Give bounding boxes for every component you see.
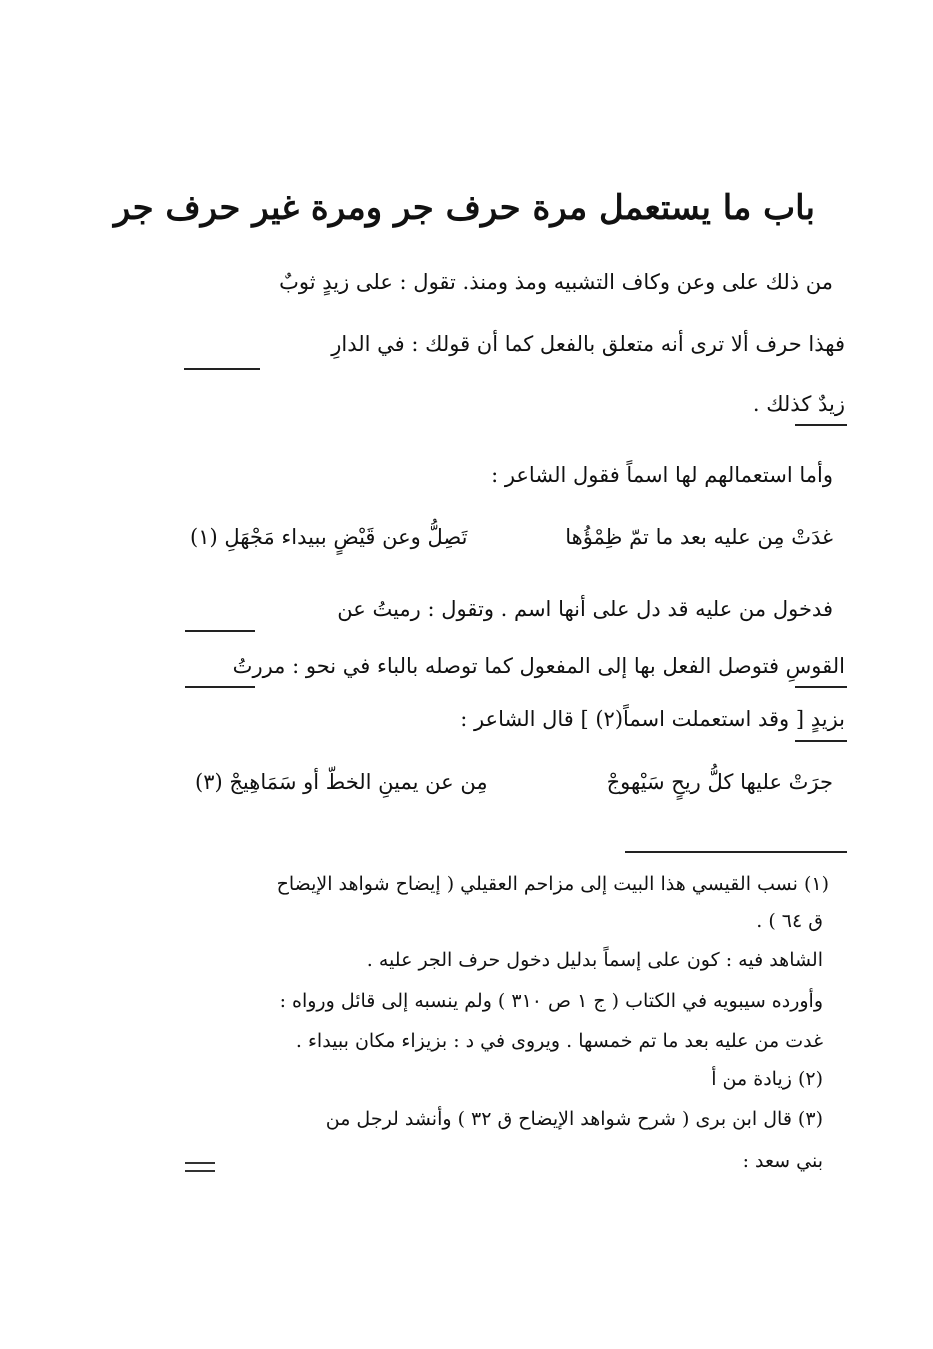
footnote-1-line-5: غدت من عليه بعد ما تم خمسها . ويروى في د : بزيزاء مكان ببيداء . bbox=[295, 1030, 823, 1052]
underline-3 bbox=[185, 630, 255, 632]
paragraph-line-6: القوسِ فتوصل الفعل بها إلى المفعول كما توصله بالباء في نحو : مررتُ bbox=[232, 654, 845, 678]
underline-2 bbox=[795, 424, 847, 426]
footnote-3-line-2: بني سعد : bbox=[742, 1150, 823, 1172]
verse-1-first-hemistich: غدَتْ مِن عليه بعد ما تمّ ظِمْؤُها bbox=[565, 525, 833, 549]
paragraph-line-2: فهذا حرف ألا ترى أنه متعلق بالفعل كما أن قولك : في الدارِ bbox=[331, 332, 845, 356]
footnote-separator bbox=[625, 851, 847, 853]
footnote-1-line-1: (١) نسب القيسي هذا البيت إلى مزاحم العقيلي ( إيضاح شواهد الإيضاح bbox=[276, 873, 829, 895]
paragraph-line-3: زيدٌ كذلك . bbox=[752, 392, 845, 416]
footnote-1-line-2: ق ٦٤ ) . bbox=[756, 910, 823, 932]
paragraph-line-7: بزيدٍ [ وقد استعملت اسماً(٢) ] قال الشاعر : bbox=[460, 707, 845, 731]
page-mark bbox=[185, 1162, 215, 1172]
paragraph-line-1: من ذلك على وعن وكاف التشبيه ومذ ومنذ. تقول : على زيدٍ ثوبٌ bbox=[279, 270, 833, 294]
chapter-title: باب ما يستعمل مرة حرف جر ومرة غير حرف جر bbox=[113, 188, 815, 228]
footnote-3-line-1: (٣) قال ابن برى ( شرح شواهد الإيضاح ق ٣٢ ) وأنشد لرجل من bbox=[325, 1108, 823, 1130]
underline-6 bbox=[795, 740, 847, 742]
underline-1 bbox=[184, 368, 260, 370]
footnote-1-line-4: وأورده سيبويه في الكتاب ( ج ١ ص ٣١٠ ) ولم ينسبه إلى قائل ورواه : bbox=[279, 990, 823, 1012]
verse-1-second-hemistich: تَصِلُّ وعن قَيْضٍ ببيداء مَجْهَلِ (١) bbox=[190, 525, 468, 549]
paragraph-line-5: فدخول من عليه قد دل على أنها اسم . وتقول : رميتُ عن bbox=[337, 597, 833, 621]
footnote-1-line-3: الشاهد فيه : كون على إسماً بدليل دخول حرف الجر عليه . bbox=[366, 949, 823, 971]
footnote-2: (٢) زيادة من أ bbox=[711, 1068, 823, 1090]
verse-2-first-hemistich: جرَتْ عليها كلُّ ريحٍ سَيْهوجْ bbox=[606, 770, 833, 794]
underline-5 bbox=[795, 686, 847, 688]
verse-2-second-hemistich: مِن عن يمينِ الخطّ أو سَمَاهِيجْ (٣) bbox=[195, 770, 488, 794]
underline-4 bbox=[185, 686, 255, 688]
paragraph-line-4: وأما استعمالهم لها اسماً فقول الشاعر : bbox=[491, 463, 833, 487]
